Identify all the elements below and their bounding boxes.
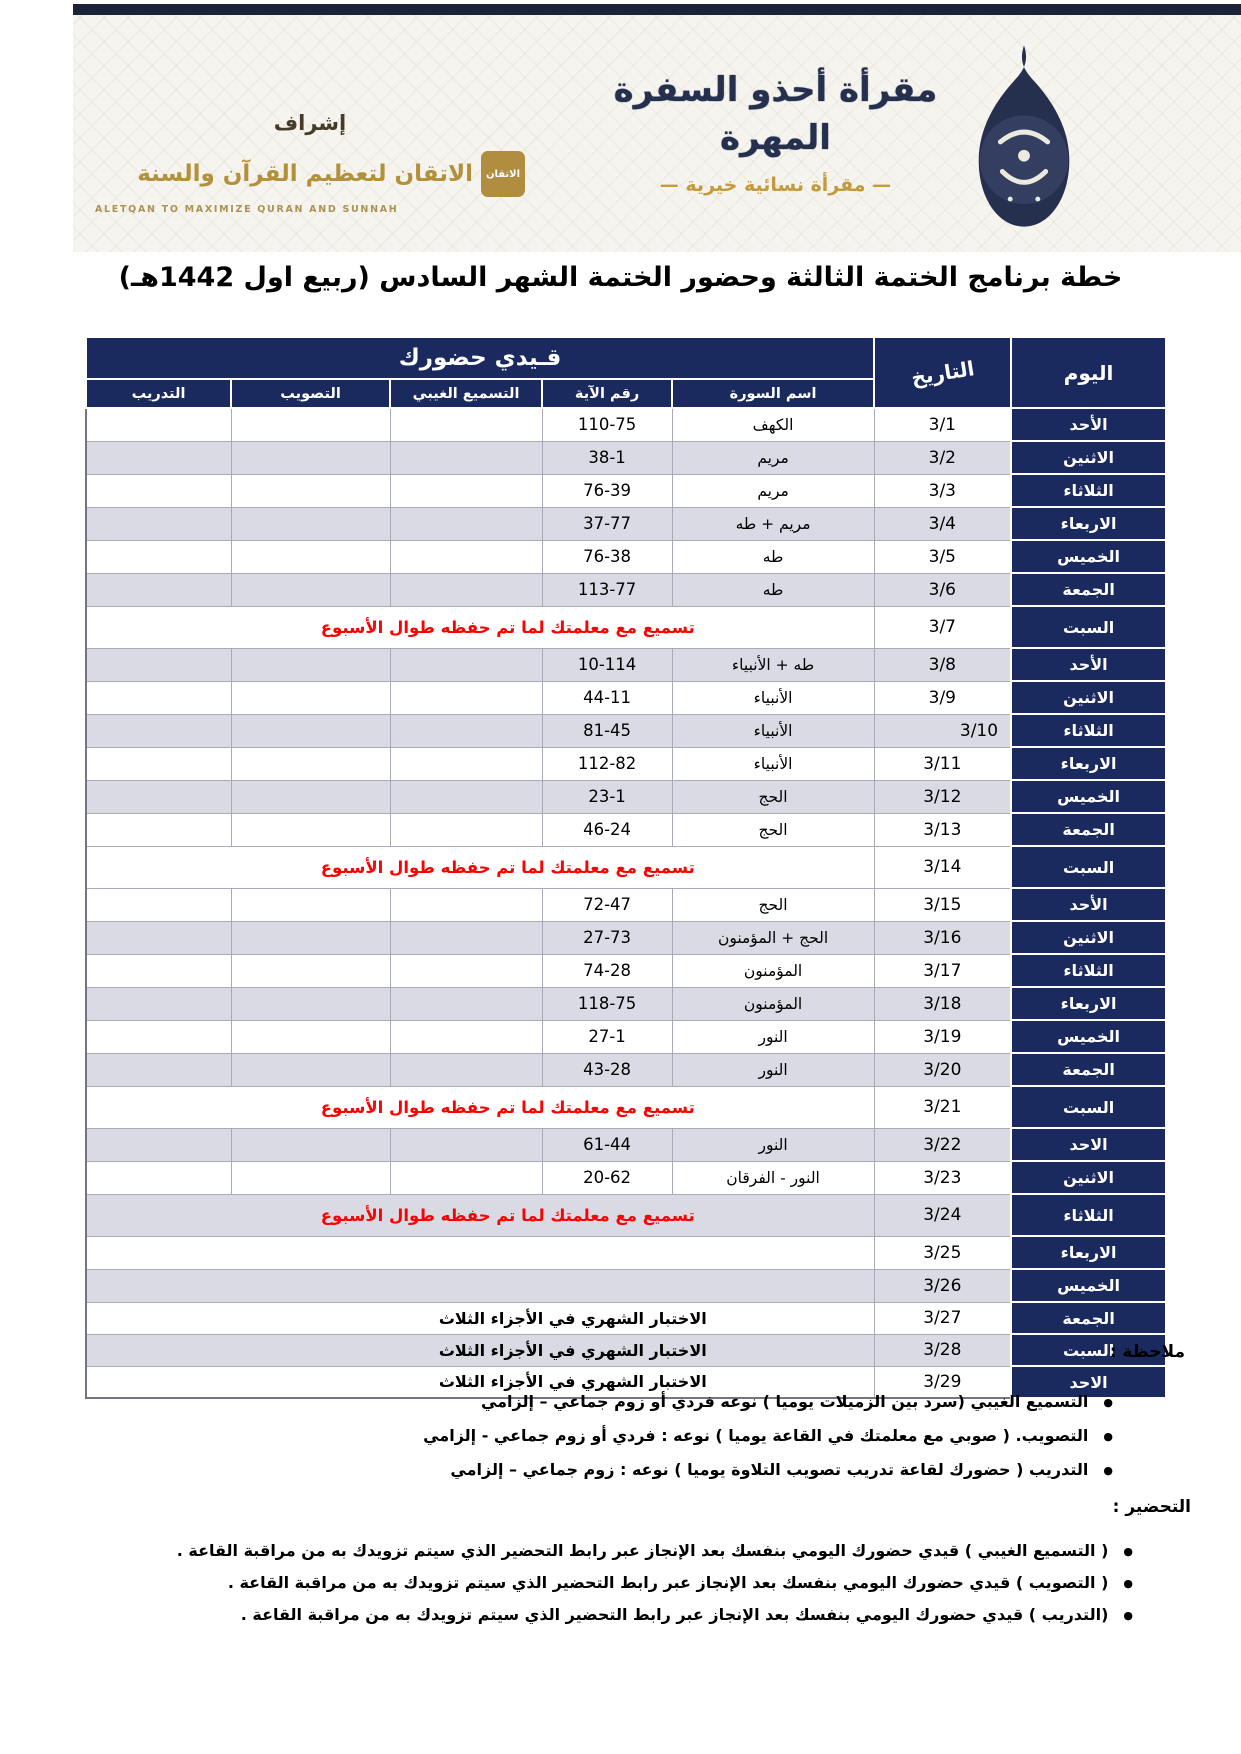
- bullet-icon: ●: [1123, 1545, 1133, 1558]
- preparation-item-text: ( التصويب ) قيدي حضورك اليومي بنفسك بعد الإنجاز عبر رابط التحضير الذي سيتم تزويدك به من مراقبة القاعة .: [227, 1573, 1109, 1592]
- notes-heading: ملاحظة :: [1109, 1342, 1185, 1362]
- tasweeb-attendance-cell: [231, 888, 390, 921]
- tasmee-attendance-cell: [390, 987, 542, 1020]
- day-cell: الاثنين: [1011, 1161, 1166, 1194]
- schedule-row: [86, 954, 1166, 987]
- day-cell: الخميس: [1011, 1020, 1166, 1053]
- surah-cell: المؤمنون: [672, 987, 874, 1020]
- verse-cell: 76-39: [542, 474, 672, 507]
- supervisor-logo-block: [95, 111, 525, 215]
- bullet-icon: ●: [1123, 1577, 1133, 1590]
- aletqan-calligraphy: الاتقان لتعظيم القرآن والسنة: [137, 161, 473, 187]
- day-cell: الثلاثاء: [1011, 474, 1166, 507]
- note-item: [90, 1392, 1113, 1412]
- schedule-row: [86, 780, 1166, 813]
- day-cell: الثلاثاء: [1011, 714, 1166, 747]
- day-cell: الثلاثاء: [1011, 1194, 1166, 1236]
- preparation-list: [90, 1541, 1191, 1625]
- aletqan-english-caption: ALETQAN TO MAXIMIZE QURAN AND SUNNAH: [95, 204, 399, 215]
- date-cell: 3/10: [874, 714, 1011, 747]
- day-cell: الاربعاء: [1011, 987, 1166, 1020]
- weekly-review-cell: تسميع مع معلمتك لما تم حفظه طوال الأسبوع: [86, 606, 874, 648]
- tadreeb-attendance-cell: [86, 1020, 231, 1053]
- tadreeb-attendance-cell: [86, 888, 231, 921]
- column-header-date: التاريخ: [874, 337, 1011, 408]
- schedule-row: [86, 606, 1166, 648]
- tasweeb-attendance-cell: [231, 954, 390, 987]
- surah-cell: مريم: [672, 441, 874, 474]
- date-cell: 3/13: [874, 813, 1011, 846]
- date-cell: 3/4: [874, 507, 1011, 540]
- surah-cell: الأنبياء: [672, 681, 874, 714]
- tadreeb-attendance-cell: [86, 408, 231, 441]
- monthly-exam-cell: الاختبار الشهري في الأجزاء الثلاث: [86, 1334, 874, 1366]
- tadreeb-attendance-cell: [86, 954, 231, 987]
- tadreeb-attendance-cell: [86, 507, 231, 540]
- tasweeb-attendance-cell: [231, 1053, 390, 1086]
- tasweeb-attendance-cell: [231, 441, 390, 474]
- date-cell: 3/12: [874, 780, 1011, 813]
- date-cell: 3/29: [874, 1366, 1011, 1398]
- tasweeb-attendance-cell: [231, 987, 390, 1020]
- surah-cell: المؤمنون: [672, 954, 874, 987]
- tasweeb-attendance-cell: [231, 408, 390, 441]
- tasmee-attendance-cell: [390, 474, 542, 507]
- surah-cell: النور - الفرقان: [672, 1161, 874, 1194]
- note-item-text: التسميع الغيبي (سرد بين الزميلات يوميا ) نوعه فردي أو زوم جماعي – إلزامي: [480, 1392, 1089, 1411]
- page-title: خطة برنامج الختمة الثالثة وحضور الختمة الشهر السادس (ربيع اول 1442هـ): [118, 262, 1123, 293]
- day-cell: السبت: [1011, 1334, 1166, 1366]
- notes-list: [90, 1392, 1185, 1480]
- column-header-tasweeb: التصويب: [231, 379, 390, 408]
- surah-cell: الأنبياء: [672, 747, 874, 780]
- verse-cell: 44-11: [542, 681, 672, 714]
- surah-cell: مريم: [672, 474, 874, 507]
- verse-cell: 46-24: [542, 813, 672, 846]
- date-cell: 3/2: [874, 441, 1011, 474]
- brand-logo-drop-icon: [959, 41, 1089, 235]
- day-cell: الاربعاء: [1011, 507, 1166, 540]
- preparation-heading: التحضير :: [1112, 1497, 1191, 1517]
- date-cell: 3/3: [874, 474, 1011, 507]
- aletqan-logo: [95, 151, 525, 197]
- schedule-row: [86, 1086, 1166, 1128]
- tasweeb-attendance-cell: [231, 921, 390, 954]
- tasweeb-attendance-cell: [231, 1161, 390, 1194]
- bullet-icon: ●: [1103, 1396, 1113, 1409]
- tadreeb-attendance-cell: [86, 441, 231, 474]
- tasweeb-attendance-cell: [231, 1020, 390, 1053]
- tadreeb-attendance-cell: [86, 573, 231, 606]
- day-cell: الاحد: [1011, 1128, 1166, 1161]
- tasweeb-attendance-cell: [231, 813, 390, 846]
- column-header-tadreeb: التدريب: [86, 379, 231, 408]
- schedule-row: [86, 987, 1166, 1020]
- schedule-body: [86, 408, 1166, 1398]
- verse-cell: 20-62: [542, 1161, 672, 1194]
- tasmee-attendance-cell: [390, 921, 542, 954]
- surah-cell: طه: [672, 573, 874, 606]
- weekly-review-cell: تسميع مع معلمتك لما تم حفظه طوال الأسبوع: [86, 1194, 874, 1236]
- aletqan-badge-icon: الاتقان: [481, 151, 525, 197]
- schedule-row: [86, 1302, 1166, 1334]
- surah-cell: طه + الأنبياء: [672, 648, 874, 681]
- verse-cell: 61-44: [542, 1128, 672, 1161]
- table-header-row-main: [86, 337, 1166, 379]
- date-cell: 3/22: [874, 1128, 1011, 1161]
- surah-cell: النور: [672, 1128, 874, 1161]
- date-cell: 3/9: [874, 681, 1011, 714]
- surah-cell: النور: [672, 1053, 874, 1086]
- day-cell: الجمعة: [1011, 1302, 1166, 1334]
- tasmee-attendance-cell: [390, 780, 542, 813]
- preparation-item: [90, 1541, 1133, 1561]
- tasmee-attendance-cell: [390, 408, 542, 441]
- tasmee-attendance-cell: [390, 507, 542, 540]
- day-cell: السبت: [1011, 606, 1166, 648]
- date-cell: 3/20: [874, 1053, 1011, 1086]
- verse-cell: 23-1: [542, 780, 672, 813]
- date-cell: 3/25: [874, 1236, 1011, 1269]
- tadreeb-attendance-cell: [86, 714, 231, 747]
- schedule-row: [86, 1020, 1166, 1053]
- verse-cell: 76-38: [542, 540, 672, 573]
- tasweeb-attendance-cell: [231, 747, 390, 780]
- day-cell: الاربعاء: [1011, 1236, 1166, 1269]
- surah-cell: الأنبياء: [672, 714, 874, 747]
- weekly-review-cell: تسميع مع معلمتك لما تم حفظه طوال الأسبوع: [86, 1086, 874, 1128]
- tasmee-attendance-cell: [390, 540, 542, 573]
- day-cell: الاربعاء: [1011, 747, 1166, 780]
- day-cell: الأحد: [1011, 888, 1166, 921]
- notes-section: [90, 1342, 1185, 1494]
- day-cell: الخميس: [1011, 780, 1166, 813]
- preparation-item-text: (التدريب ) قيدي حضورك اليومي بنفسك بعد الإنجاز عبر رابط التحضير الذي سيتم تزويدك به من مراقبة القاعة .: [240, 1605, 1109, 1624]
- verse-cell: 113-77: [542, 573, 672, 606]
- tadreeb-attendance-cell: [86, 987, 231, 1020]
- verse-cell: 74-28: [542, 954, 672, 987]
- day-cell: الخميس: [1011, 1269, 1166, 1302]
- top-accent-bar: [73, 4, 1241, 15]
- preparation-item: [90, 1605, 1133, 1625]
- organization-branding: [578, 67, 973, 196]
- preparation-section: [90, 1497, 1191, 1637]
- tadreeb-attendance-cell: [86, 813, 231, 846]
- schedule-row: [86, 681, 1166, 714]
- surah-cell: النور: [672, 1020, 874, 1053]
- tasweeb-attendance-cell: [231, 648, 390, 681]
- schedule-row: [86, 1269, 1166, 1302]
- schedule-row: [86, 1236, 1166, 1269]
- schedule-row: [86, 846, 1166, 888]
- date-cell: 3/18: [874, 987, 1011, 1020]
- supervision-label: إشراف: [273, 111, 347, 135]
- tasmee-attendance-cell: [390, 648, 542, 681]
- empty-merged-cell: [86, 1236, 874, 1269]
- column-header-day: اليوم: [1011, 337, 1166, 408]
- tadreeb-attendance-cell: [86, 474, 231, 507]
- date-cell: 3/28: [874, 1334, 1011, 1366]
- day-cell: الاثنين: [1011, 921, 1166, 954]
- surah-cell: مريم + طه: [672, 507, 874, 540]
- header-banner: [73, 15, 1241, 252]
- day-cell: الاثنين: [1011, 681, 1166, 714]
- tasmee-attendance-cell: [390, 1128, 542, 1161]
- note-item-text: التدريب ( حضورك لقاعة تدريب تصويب التلاوة يوميا ) نوعه : زوم جماعي – إلزامي: [450, 1460, 1089, 1479]
- organization-subtitle: — مقرأة نسائية خيرية —: [659, 174, 892, 197]
- monthly-exam-cell: الاختبار الشهري في الأجزاء الثلاث: [86, 1302, 874, 1334]
- day-cell: الأحد: [1011, 408, 1166, 441]
- preparation-item-text: ( التسميع الغيبي ) قيدي حضورك اليومي بنفسك بعد الإنجاز عبر رابط التحضير الذي سيتم تزويدك به من مراقبة القاعة .: [176, 1541, 1109, 1560]
- date-cell: 3/17: [874, 954, 1011, 987]
- verse-cell: 112-82: [542, 747, 672, 780]
- tasweeb-attendance-cell: [231, 573, 390, 606]
- schedule-row: [86, 888, 1166, 921]
- date-cell: 3/6: [874, 573, 1011, 606]
- tasweeb-attendance-cell: [231, 1128, 390, 1161]
- schedule-row: [86, 540, 1166, 573]
- verse-cell: 118-75: [542, 987, 672, 1020]
- schedule-row: [86, 1128, 1166, 1161]
- column-header-verse: رقم الآية: [542, 379, 672, 408]
- note-item-text: التصويب. ( صوبي مع معلمتك في القاعة يوميا ) نوعه : فردي أو زوم جماعي - إلزامي: [423, 1426, 1089, 1445]
- bullet-icon: ●: [1103, 1430, 1113, 1443]
- tasweeb-attendance-cell: [231, 540, 390, 573]
- verse-cell: 27-73: [542, 921, 672, 954]
- date-cell: 3/23: [874, 1161, 1011, 1194]
- organization-title-calligraphy: مقرأة أحذو السفرة المهرة: [613, 70, 938, 158]
- tasmee-attendance-cell: [390, 441, 542, 474]
- surah-cell: الكهف: [672, 408, 874, 441]
- tasmee-attendance-cell: [390, 1161, 542, 1194]
- tasmee-attendance-cell: [390, 573, 542, 606]
- verse-cell: 81-45: [542, 714, 672, 747]
- verse-cell: 43-28: [542, 1053, 672, 1086]
- tasmee-attendance-cell: [390, 681, 542, 714]
- schedule-row: [86, 474, 1166, 507]
- tasmee-attendance-cell: [390, 747, 542, 780]
- tasweeb-attendance-cell: [231, 714, 390, 747]
- bullet-icon: ●: [1123, 1609, 1133, 1622]
- date-cell: 3/14: [874, 846, 1011, 888]
- verse-cell: 27-1: [542, 1020, 672, 1053]
- tadreeb-attendance-cell: [86, 1053, 231, 1086]
- day-cell: الجمعة: [1011, 573, 1166, 606]
- schedule-row: [86, 1161, 1166, 1194]
- note-item: [90, 1460, 1113, 1480]
- schedule-row: [86, 507, 1166, 540]
- schedule-row: [86, 1194, 1166, 1236]
- day-cell: الاثنين: [1011, 441, 1166, 474]
- attendance-group-header: قـيدي حضورك: [86, 337, 874, 379]
- tasmee-attendance-cell: [390, 888, 542, 921]
- tasweeb-attendance-cell: [231, 474, 390, 507]
- note-item: [90, 1426, 1113, 1446]
- tasweeb-attendance-cell: [231, 780, 390, 813]
- day-cell: الجمعة: [1011, 1053, 1166, 1086]
- day-cell: السبت: [1011, 846, 1166, 888]
- tadreeb-attendance-cell: [86, 1161, 231, 1194]
- schedule-row: [86, 573, 1166, 606]
- tasweeb-attendance-cell: [231, 507, 390, 540]
- surah-cell: الحج: [672, 888, 874, 921]
- day-cell: السبت: [1011, 1086, 1166, 1128]
- verse-cell: 38-1: [542, 441, 672, 474]
- surah-cell: الحج: [672, 780, 874, 813]
- date-cell: 3/11: [874, 747, 1011, 780]
- monthly-exam-cell: الاختبار الشهري في الأجزاء الثلاث: [86, 1366, 874, 1398]
- schedule-row: [86, 714, 1166, 747]
- surah-cell: الحج: [672, 813, 874, 846]
- verse-cell: 72-47: [542, 888, 672, 921]
- tadreeb-attendance-cell: [86, 780, 231, 813]
- tadreeb-attendance-cell: [86, 540, 231, 573]
- date-cell: 3/7: [874, 606, 1011, 648]
- tasmee-attendance-cell: [390, 1020, 542, 1053]
- verse-cell: 37-77: [542, 507, 672, 540]
- date-cell: 3/27: [874, 1302, 1011, 1334]
- surah-cell: طه: [672, 540, 874, 573]
- tasmee-attendance-cell: [390, 954, 542, 987]
- day-cell: الاحد: [1011, 1366, 1166, 1398]
- schedule-row: [86, 921, 1166, 954]
- column-header-surah: اسم السورة: [672, 379, 874, 408]
- tadreeb-attendance-cell: [86, 1128, 231, 1161]
- date-cell: 3/21: [874, 1086, 1011, 1128]
- schedule-row: [86, 747, 1166, 780]
- date-cell: 3/19: [874, 1020, 1011, 1053]
- schedule-row: [86, 813, 1166, 846]
- date-cell: 3/1: [874, 408, 1011, 441]
- tadreeb-attendance-cell: [86, 921, 231, 954]
- date-cell: 3/5: [874, 540, 1011, 573]
- tadreeb-attendance-cell: [86, 747, 231, 780]
- tasweeb-attendance-cell: [231, 681, 390, 714]
- preparation-item: [90, 1573, 1133, 1593]
- column-header-tasmee: التسميع الغيبي: [390, 379, 542, 408]
- schedule-row: [86, 648, 1166, 681]
- schedule-row: [86, 1053, 1166, 1086]
- date-cell: 3/26: [874, 1269, 1011, 1302]
- tasmee-attendance-cell: [390, 714, 542, 747]
- schedule-table: [85, 336, 1167, 1399]
- date-cell: 3/15: [874, 888, 1011, 921]
- tadreeb-attendance-cell: [86, 648, 231, 681]
- day-cell: الخميس: [1011, 540, 1166, 573]
- tadreeb-attendance-cell: [86, 681, 231, 714]
- weekly-review-cell: تسميع مع معلمتك لما تم حفظه طوال الأسبوع: [86, 846, 874, 888]
- day-cell: الجمعة: [1011, 813, 1166, 846]
- day-cell: الأحد: [1011, 648, 1166, 681]
- schedule-row: [86, 441, 1166, 474]
- day-cell: الثلاثاء: [1011, 954, 1166, 987]
- tasmee-attendance-cell: [390, 1053, 542, 1086]
- verse-cell: 10-114: [542, 648, 672, 681]
- date-cell: 3/16: [874, 921, 1011, 954]
- date-cell: 3/24: [874, 1194, 1011, 1236]
- bullet-icon: ●: [1103, 1464, 1113, 1477]
- verse-cell: 110-75: [542, 408, 672, 441]
- tasmee-attendance-cell: [390, 813, 542, 846]
- date-cell: 3/8: [874, 648, 1011, 681]
- empty-merged-cell: [86, 1269, 874, 1302]
- surah-cell: الحج + المؤمنون: [672, 921, 874, 954]
- schedule-row: [86, 408, 1166, 441]
